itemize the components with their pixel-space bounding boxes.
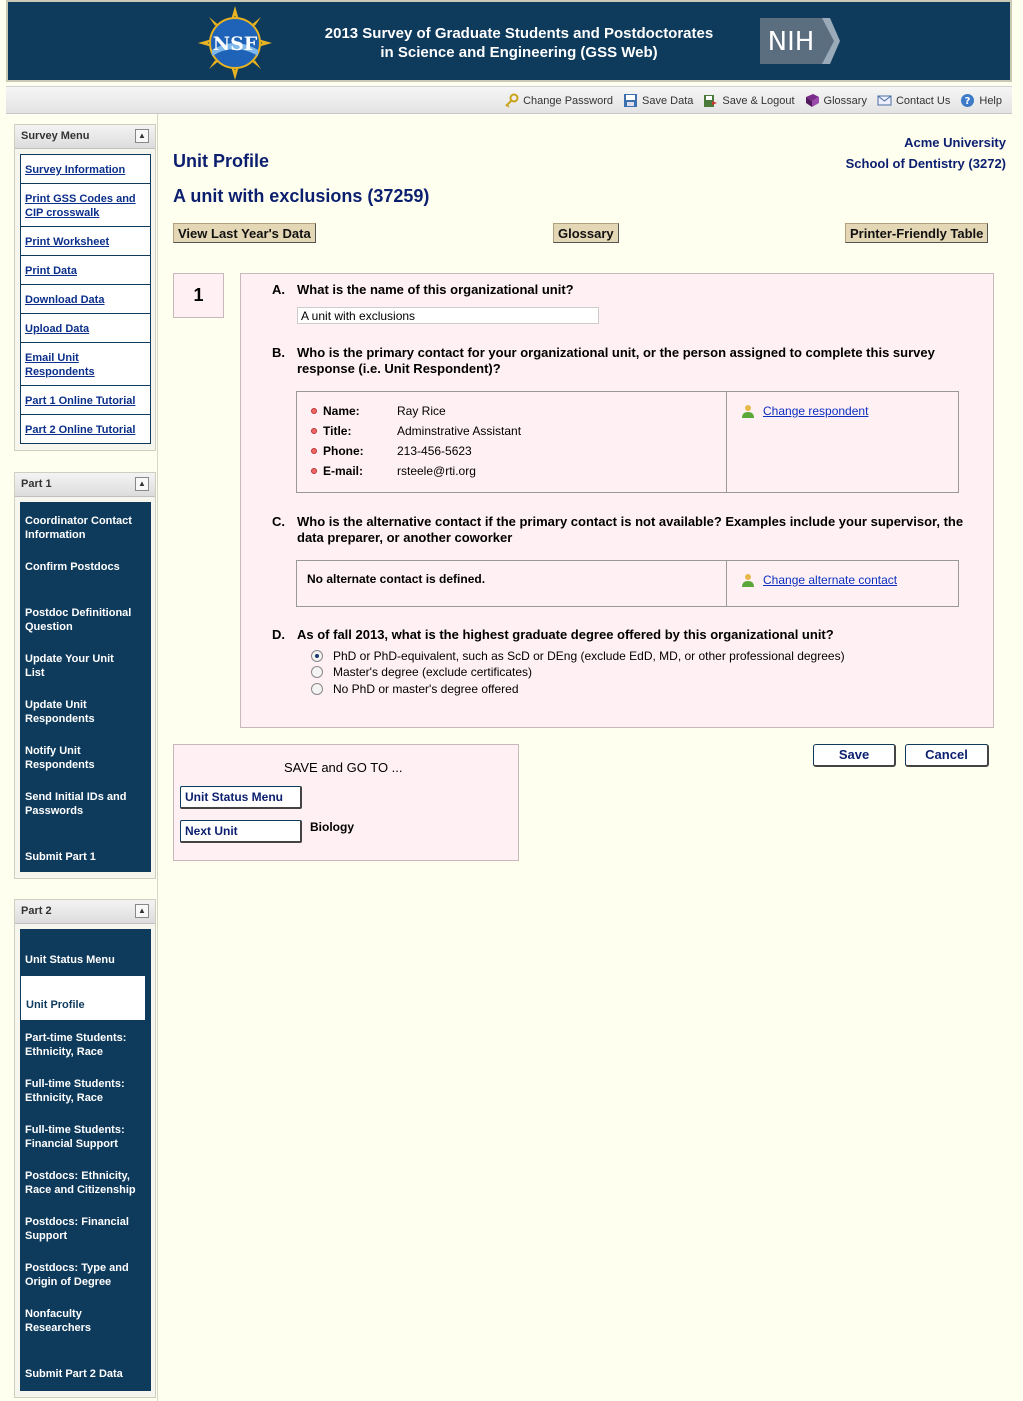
save-and-go-box xyxy=(173,744,519,861)
save-button[interactable]: Save xyxy=(813,744,896,767)
contact-name-row xyxy=(311,404,446,418)
unit-status-menu-button[interactable]: Unit Status Menu xyxy=(180,786,302,809)
part2-list xyxy=(20,929,151,1391)
part2-unit-profile[interactable]: Unit Profile xyxy=(20,975,146,1021)
save-logout-label: Save & Logout xyxy=(722,94,795,107)
phone-label: Phone: xyxy=(323,444,364,458)
degree-option-masters-label: Master's degree (exclude certificates) xyxy=(333,665,533,679)
survey-menu-panel xyxy=(14,124,156,451)
contact-phone: 213-456-5623 xyxy=(397,444,472,458)
question-c-text: Who is the alternative contact if the primary contact is not available? Examples include your supervisor, the data preparer, or another coworker xyxy=(297,514,964,545)
part2-nonfaculty-researchers[interactable]: Nonfaculty Researchers xyxy=(25,1308,92,1334)
left-navigation xyxy=(6,114,158,1401)
part1-header xyxy=(15,473,155,497)
contact-email-row xyxy=(311,464,476,478)
part1-notify-unit-respondents[interactable]: Notify Unit Respondents xyxy=(25,745,95,771)
bullet-icon xyxy=(311,448,317,454)
bullet-icon xyxy=(311,428,317,434)
next-unit-button[interactable]: Next Unit xyxy=(180,820,302,843)
part1-panel xyxy=(14,472,156,879)
survey-menu-title: Survey Menu xyxy=(21,130,90,142)
survey-menu-list xyxy=(20,154,151,444)
view-last-year-button[interactable]: View Last Year's Data xyxy=(173,223,316,243)
alternate-contact-box xyxy=(296,560,959,607)
menu-part2-tutorial[interactable]: Part 2 Online Tutorial xyxy=(25,424,136,436)
part2-postdocs-degree[interactable]: Postdocs: Type and Origin of Degree xyxy=(25,1262,129,1288)
institution-name: Acme University xyxy=(904,135,1006,150)
svg-text:NSF: NSF xyxy=(212,33,258,55)
contact-us-link[interactable] xyxy=(877,93,950,108)
question-b-text: Who is the primary contact for your organizational unit, or the person assigned to complete this survey response (i.e. Unit Respondent)? xyxy=(297,345,935,376)
contact-phone-row xyxy=(311,444,472,458)
contact-email: rsteele@rti.org xyxy=(397,464,476,478)
part1-submit[interactable]: Submit Part 1 xyxy=(25,851,96,863)
key-icon xyxy=(504,93,519,108)
degree-option-masters[interactable] xyxy=(311,665,532,679)
question-number: 1 xyxy=(173,273,224,318)
degree-option-phd[interactable] xyxy=(311,649,845,663)
part2-fulltime-ethnicity[interactable]: Full-time Students: Ethnicity, Race xyxy=(25,1078,125,1104)
part1-send-initial-ids[interactable]: Send Initial IDs and Passwords xyxy=(25,791,127,817)
change-respondent-link[interactable]: Change respondent xyxy=(763,404,869,418)
next-unit-name: Biology xyxy=(310,820,354,834)
main-content xyxy=(162,114,1012,1401)
header-banner xyxy=(6,0,1012,82)
nsf-logo xyxy=(198,6,272,80)
part2-header xyxy=(15,900,155,924)
part1-list xyxy=(20,502,151,872)
part1-coordinator-contact[interactable]: Coordinator Contact Information xyxy=(25,515,132,541)
question-box xyxy=(240,273,994,728)
contact-name: Ray Rice xyxy=(397,404,446,418)
unit-title: A unit with exclusions (37259) xyxy=(173,186,430,206)
collapse-icon[interactable]: ▲ xyxy=(135,477,149,491)
title-label: Title: xyxy=(323,424,352,438)
degree-option-phd-label: PhD or PhD-equivalent, such as ScD or DEng (exclude EdD, MD, or other professional degrees) xyxy=(333,649,845,663)
radio-unselected[interactable] xyxy=(311,683,323,695)
collapse-icon[interactable]: ▲ xyxy=(135,129,149,143)
survey-menu-header xyxy=(15,125,155,149)
person-icon xyxy=(741,573,755,587)
question-c-letter: C. xyxy=(272,514,285,529)
save-data-label: Save Data xyxy=(642,94,694,107)
question-d-text: As of fall 2013, what is the highest graduate degree offered by this organizational unit? xyxy=(297,627,834,642)
bullet-icon xyxy=(311,408,317,414)
part1-update-unit-list[interactable]: Update Your Unit List xyxy=(25,653,114,679)
question-b-letter: B. xyxy=(272,345,285,360)
question-a-letter: A. xyxy=(272,282,285,297)
part2-parttime-ethnicity[interactable]: Part-time Students: Ethnicity, Race xyxy=(25,1032,127,1058)
menu-download-data[interactable]: Download Data xyxy=(21,285,150,314)
part1-update-unit-respondents[interactable]: Update Unit Respondents xyxy=(25,699,95,725)
question-d-letter: D. xyxy=(272,627,285,642)
glossary-button[interactable]: Glossary xyxy=(553,223,619,243)
part2-unit-status-menu[interactable]: Unit Status Menu xyxy=(25,954,115,966)
part1-title: Part 1 xyxy=(21,478,52,490)
person-icon xyxy=(741,404,755,418)
part1-postdoc-definitional[interactable]: Postdoc Definitional Question xyxy=(25,607,132,633)
svg-text:NIH: NIH xyxy=(767,27,815,57)
cancel-button[interactable]: Cancel xyxy=(905,744,989,767)
menu-survey-information[interactable]: Survey Information xyxy=(21,155,150,184)
mail-icon xyxy=(877,93,892,108)
save-logout-icon xyxy=(703,93,718,108)
collapse-icon[interactable]: ▲ xyxy=(135,904,149,918)
radio-unselected[interactable] xyxy=(311,666,323,678)
save-go-title: SAVE and GO TO ... xyxy=(284,760,403,775)
menu-print-gss-codes[interactable]: Print GSS Codes and CIP crosswalk xyxy=(21,184,150,227)
menu-print-data[interactable]: Print Data xyxy=(21,256,150,285)
change-password-label: Change Password xyxy=(523,94,613,107)
school-name: School of Dentistry (3272) xyxy=(845,156,1006,171)
change-alternate-contact-link[interactable]: Change alternate contact xyxy=(763,573,898,587)
alternate-contact-details xyxy=(297,561,727,606)
menu-part1-tutorial[interactable]: Part 1 Online Tutorial xyxy=(21,386,150,415)
question-a-text: What is the name of this organizational unit? xyxy=(297,282,574,297)
change-password-button[interactable] xyxy=(504,93,613,108)
change-respondent-area xyxy=(741,404,868,418)
menu-print-worksheet[interactable]: Print Worksheet xyxy=(21,227,150,256)
contact-title: Adminstrative Assistant xyxy=(397,424,522,438)
institution-info xyxy=(846,132,1006,174)
radio-selected[interactable] xyxy=(311,650,323,662)
menu-upload-data[interactable]: Upload Data xyxy=(21,314,150,343)
svg-text:?: ? xyxy=(964,96,971,107)
help-icon xyxy=(960,93,975,108)
no-alternate-text: No alternate contact is defined. xyxy=(307,572,486,586)
primary-contact-box xyxy=(296,391,959,493)
book-icon xyxy=(805,93,820,108)
save-logout-button[interactable] xyxy=(703,93,794,108)
part1-confirm-postdocs[interactable]: Confirm Postdocs xyxy=(25,561,120,573)
help-link[interactable] xyxy=(960,93,1002,108)
page-title: Unit Profile xyxy=(173,151,270,171)
glossary-label: Glossary xyxy=(823,94,867,107)
part2-postdocs-financial[interactable]: Postdocs: Financial Support xyxy=(25,1216,129,1242)
help-label: Help xyxy=(979,94,1002,107)
unit-name-input[interactable] xyxy=(297,307,599,324)
part2-fulltime-financial[interactable]: Full-time Students: Financial Support xyxy=(25,1124,125,1150)
degree-option-none[interactable] xyxy=(311,682,519,696)
save-data-button[interactable] xyxy=(623,93,693,108)
nih-logo xyxy=(760,16,840,66)
toolbar xyxy=(6,86,1012,114)
change-alternate-area xyxy=(741,573,897,587)
survey-title: 2013 Survey of Graduate Students and Postdoctorates in Science and Engineering (GSS Web) xyxy=(324,25,714,61)
name-label: Name: xyxy=(323,404,360,418)
glossary-link[interactable] xyxy=(805,93,867,108)
bullet-icon xyxy=(311,468,317,474)
contact-title-row xyxy=(311,424,521,438)
part2-submit[interactable]: Submit Part 2 Data xyxy=(25,1368,123,1380)
menu-email-unit-respondents[interactable]: Email Unit Respondents xyxy=(21,343,150,386)
part2-panel xyxy=(14,899,156,1398)
floppy-icon xyxy=(623,93,638,108)
degree-option-none-label: No PhD or master's degree offered xyxy=(333,682,519,696)
printer-friendly-button[interactable]: Printer-Friendly Table xyxy=(845,223,988,243)
part2-title: Part 2 xyxy=(21,905,52,917)
email-label: E-mail: xyxy=(323,464,364,478)
primary-contact-details xyxy=(297,392,727,492)
part2-postdocs-ethnicity[interactable]: Postdocs: Ethnicity, Race and Citizenship xyxy=(25,1170,136,1196)
contact-us-label: Contact Us xyxy=(895,94,951,107)
